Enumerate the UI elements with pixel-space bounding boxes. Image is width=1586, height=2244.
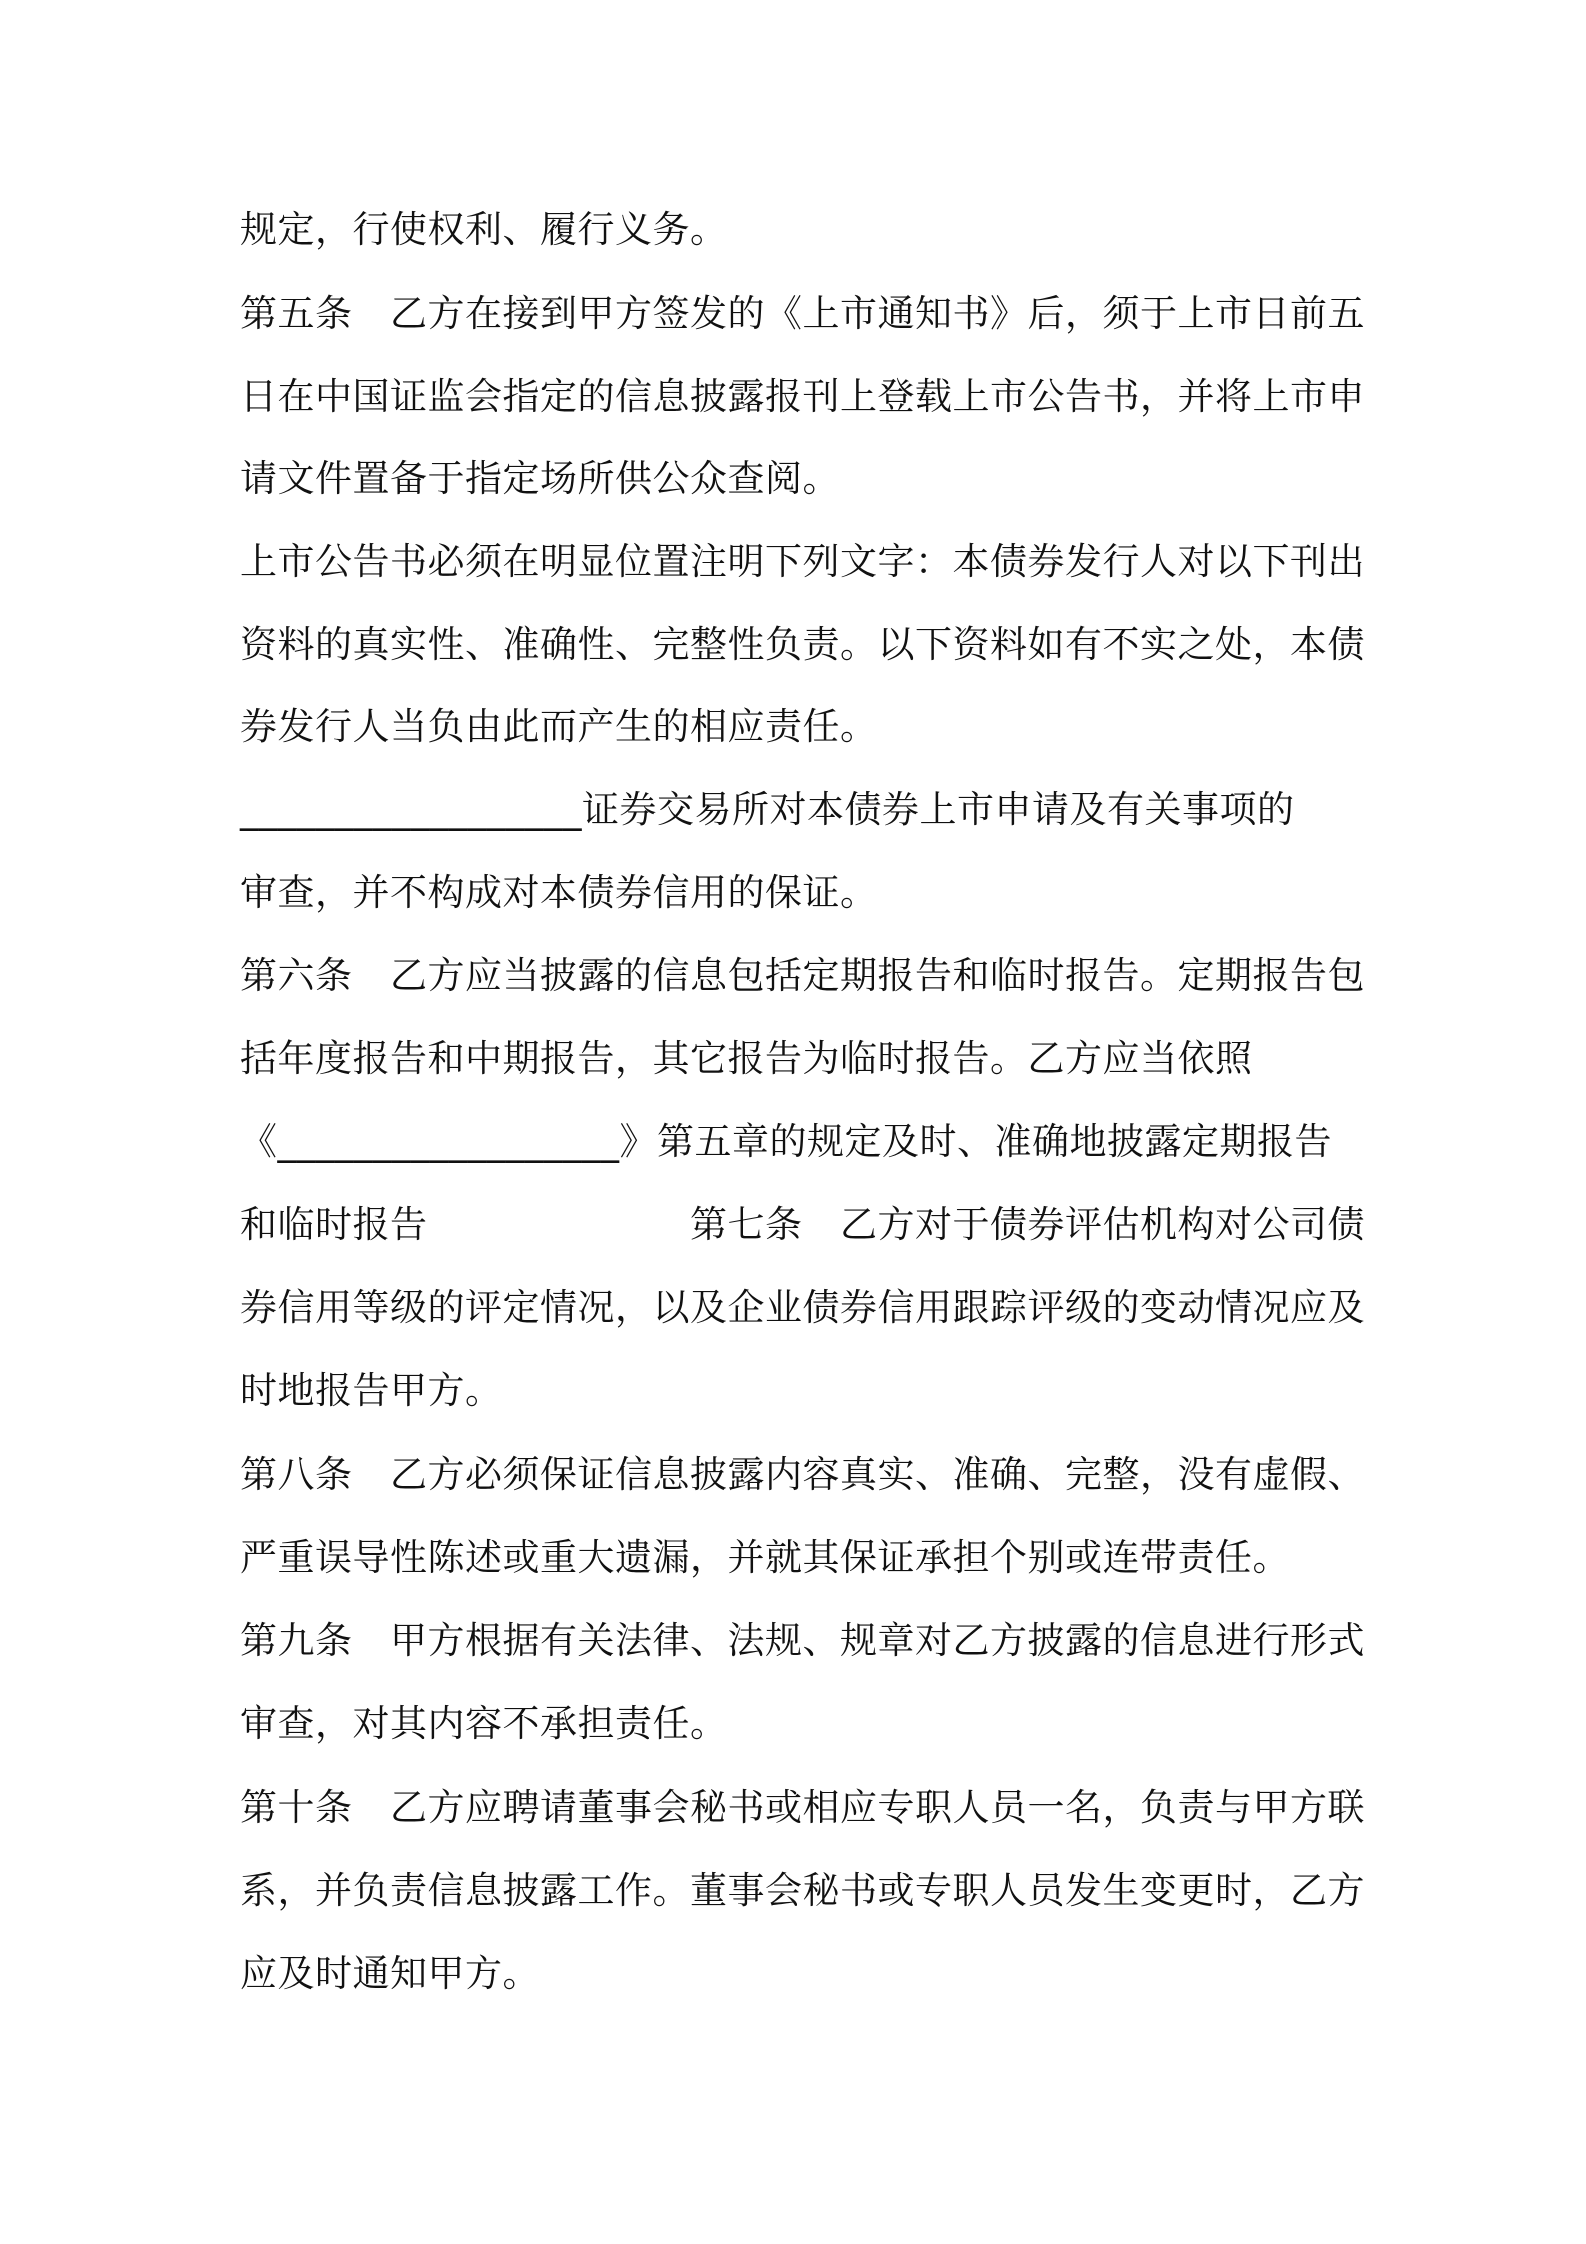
text-line: 《__________________》第五章的规定及时、准确地披露定期报告 xyxy=(240,1120,1332,1163)
text-line: 审查，并不构成对本债券信用的保证。 xyxy=(240,871,878,914)
text-line: 时地报告甲方。 xyxy=(240,1369,503,1412)
text-line: 第八条 乙方必须保证信息披露内容真实、准确、完整，没有虚假、 xyxy=(240,1453,1365,1496)
text-line: 日在中国证监会指定的信息披露报刊上登载上市公告书，并将上市申 xyxy=(240,375,1365,418)
text-line: 资料的真实性、准确性、完整性负责。以下资料如有不实之处，本债 xyxy=(240,623,1365,666)
text-line: __________________证券交易所对本债券上市申请及有关事项的 xyxy=(240,788,1295,831)
text-line: 应及时通知甲方。 xyxy=(240,1952,540,1995)
text-line: 审查，对其内容不承担责任。 xyxy=(240,1702,728,1745)
text-line: 第十条 乙方应聘请董事会秘书或相应专职人员一名，负责与甲方联 xyxy=(240,1786,1365,1829)
text-line: 系，并负责信息披露工作。董事会秘书或专职人员发生变更时，乙方 xyxy=(240,1869,1365,1912)
text-line: 规定，行使权利、履行义务。 xyxy=(240,208,728,251)
text-line: 第五条 乙方在接到甲方签发的《上市通知书》后，须于上市日前五 xyxy=(240,292,1365,335)
text-line: 券信用等级的评定情况，以及企业债券信用跟踪评级的变动情况应及 xyxy=(240,1286,1365,1329)
text-line: 第九条 甲方根据有关法律、法规、规章对乙方披露的信息进行形式 xyxy=(240,1619,1365,1662)
text-line: 请文件置备于指定场所供公众查阅。 xyxy=(240,457,840,500)
text-line: 券发行人当负由此而产生的相应责任。 xyxy=(240,705,878,748)
text-line: 和临时报告 第七条 乙方对于债券评估机构对公司债 xyxy=(240,1203,1365,1246)
text-line: 上市公告书必须在明显位置注明下列文字：本债券发行人对以下刊出 xyxy=(240,540,1365,583)
text-line: 严重误导性陈述或重大遗漏，并就其保证承担个别或连带责任。 xyxy=(240,1536,1290,1579)
text-line: 第六条 乙方应当披露的信息包括定期报告和临时报告。定期报告包 xyxy=(240,954,1365,997)
text-line: 括年度报告和中期报告，其它报告为临时报告。乙方应当依照 xyxy=(240,1037,1253,1080)
